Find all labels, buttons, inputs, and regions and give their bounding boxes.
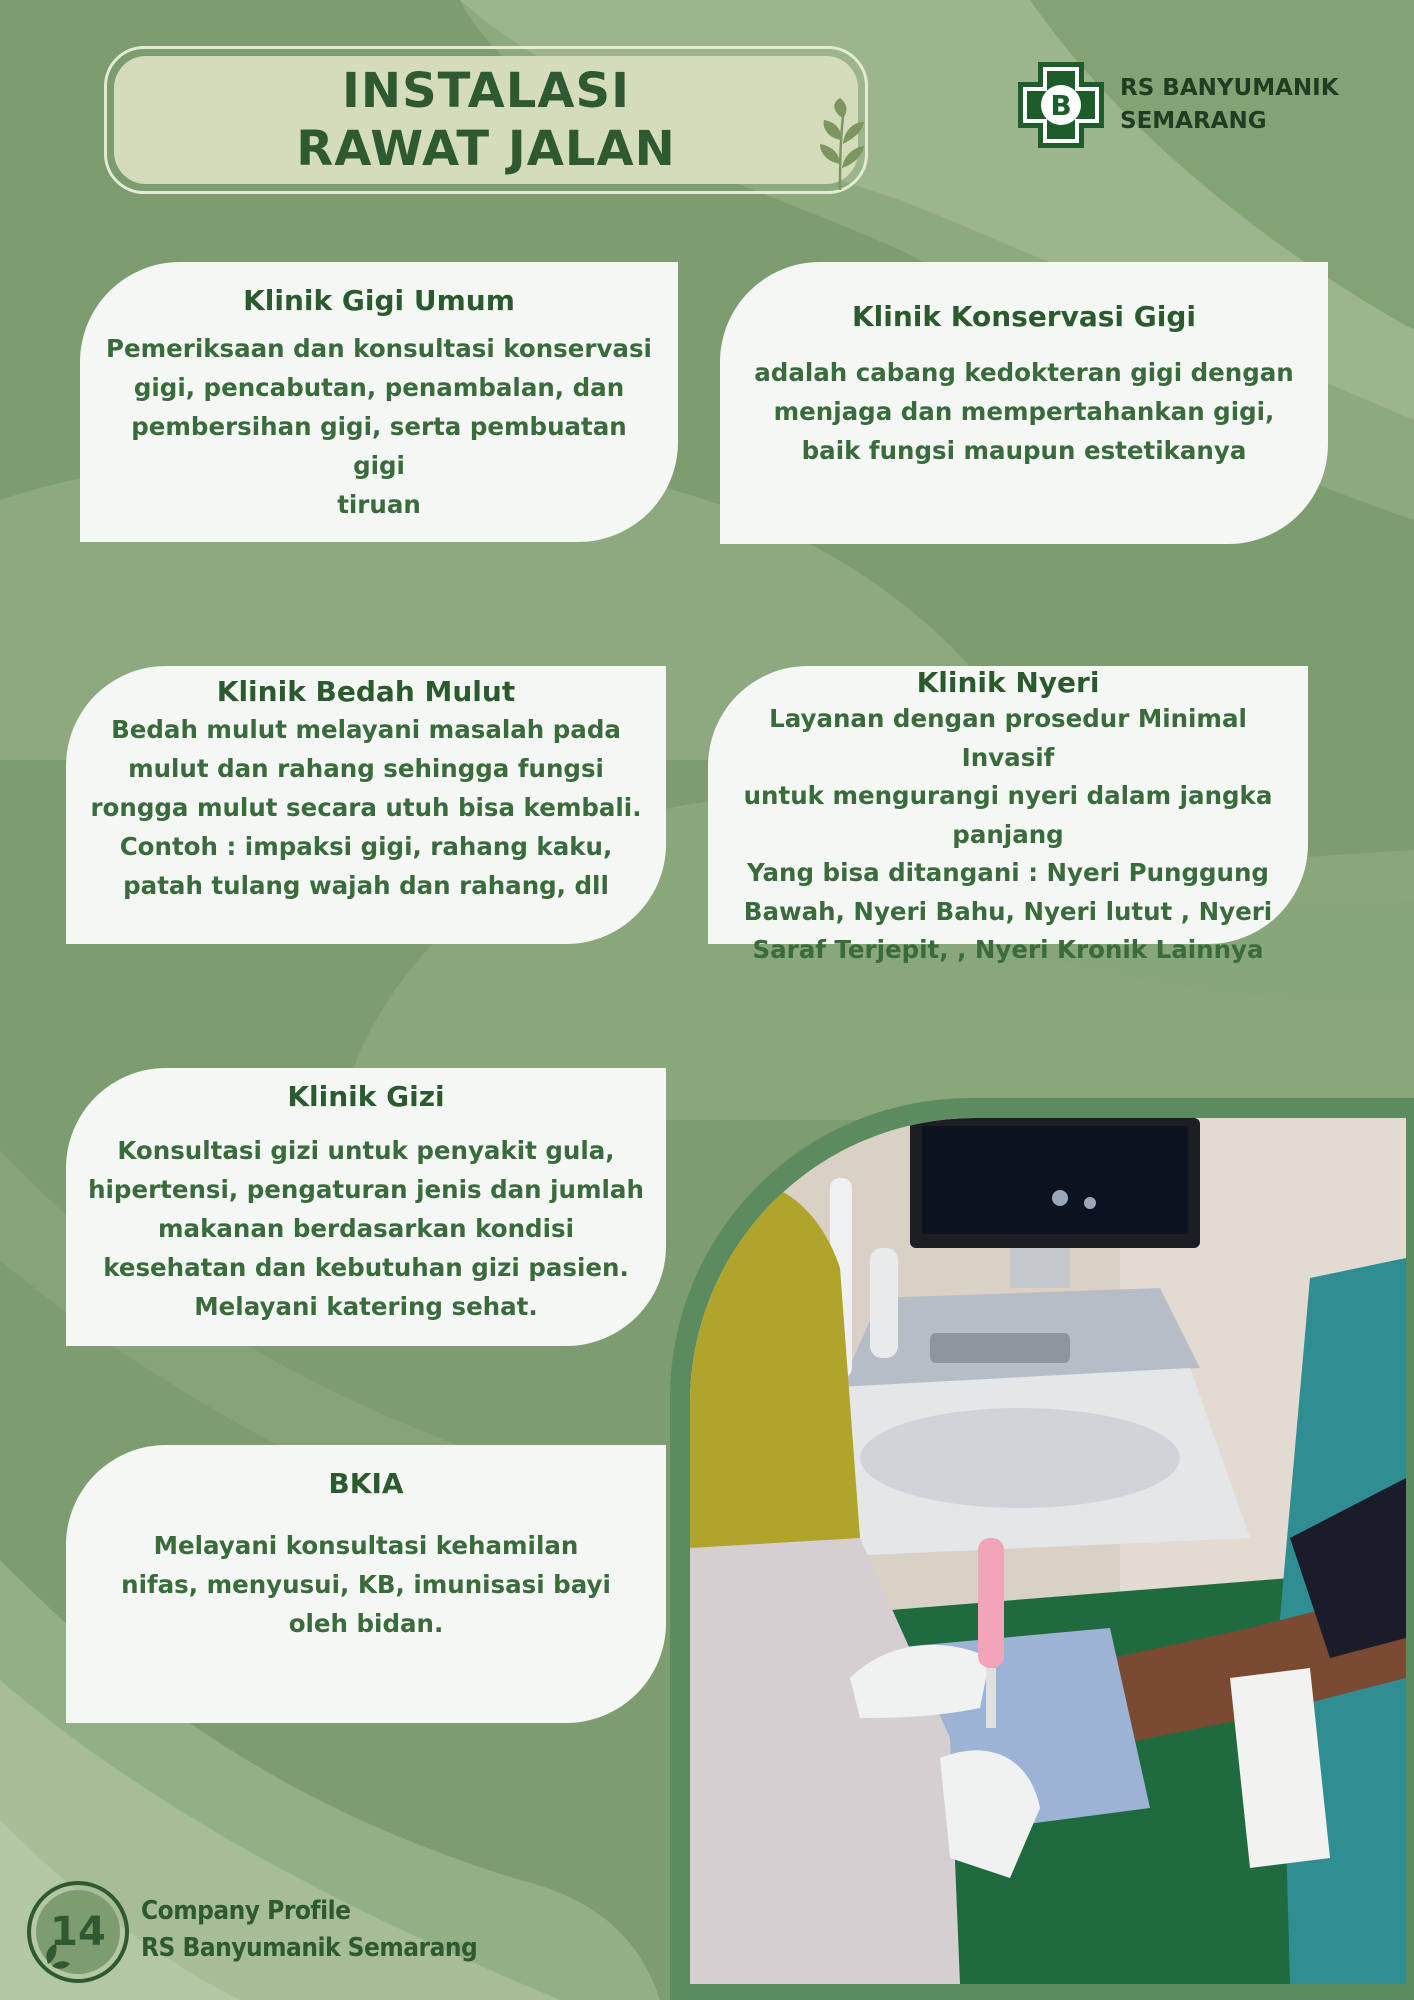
card-description: Melayani konsultasi kehamilan nifas, menyusui, KB, imunisasi bayi oleh bidan. xyxy=(121,1531,611,1638)
card-description: Layanan dengan prosedur Minimal Invasif untuk mengurangi nyeri dalam jangka panjang Yang bisa ditangani : Nyeri Punggung Bawah, Nyeri Bahu, Nyeri lutut , Nyeri Saraf Terjepit, , Nyeri Kronik Lainnya xyxy=(743,704,1273,964)
clinic-photo xyxy=(690,1118,1406,1984)
card-klinik-bedah-mulut xyxy=(66,666,666,944)
title-badge xyxy=(104,46,868,194)
card-klinik-gizi xyxy=(66,1068,666,1346)
card-title: Klinik Bedah Mulut xyxy=(216,675,516,708)
page-title-line-2: RAWAT JALAN xyxy=(296,121,676,177)
card-title: Klinik Gizi xyxy=(287,1080,445,1113)
footer-line-2: RS Banyumanik Semarang xyxy=(141,1933,478,1963)
card-klinik-gigi-umum xyxy=(80,262,678,542)
page-number: 14 xyxy=(50,1909,106,1955)
page-title-line-1: INSTALASI xyxy=(342,63,630,119)
card-title: Klinik Gigi Umum xyxy=(243,284,515,317)
card-title: BKIA xyxy=(328,1467,404,1500)
card-bkia xyxy=(66,1445,666,1723)
card-description: Pemeriksaan dan konsultasi konservasi gigi, pencabutan, penambalan, dan pembersihan gigi, serta pembuatan gigi tiruan xyxy=(106,334,652,519)
card-title: Klinik Nyeri xyxy=(916,666,1100,699)
hospital-name xyxy=(1120,72,1339,138)
hospital-name-line-2: SEMARANG xyxy=(1120,108,1267,134)
card-description: Konsultasi gizi untuk penyakit gula, hipertensi, pengaturan jenis dan jumlah makanan berdasarkan kondisi kesehatan dan kebutuhan gizi pasien. Melayani katering sehat. xyxy=(88,1136,644,1321)
title-badge-inner xyxy=(114,56,858,184)
card-klinik-nyeri xyxy=(708,666,1308,964)
footer-text xyxy=(141,1893,477,1967)
hospital-name-line-1: RS BANYUMANIK xyxy=(1120,75,1339,101)
logo-letter: B xyxy=(1050,89,1072,122)
card-klinik-konservasi-gigi xyxy=(720,262,1328,544)
clinic-photo-illustration xyxy=(690,1118,1406,1984)
card-description: Bedah mulut melayani masalah pada mulut dan rahang sehingga fungsi rongga mulut secara utuh bisa kembali. Contoh : impaksi gigi, rahang kaku, patah tulang wajah dan rahang, dll xyxy=(90,715,642,900)
footer-line-1: Company Profile xyxy=(141,1896,351,1926)
leaf-icon xyxy=(810,98,870,190)
card-description: adalah cabang kedokteran gigi dengan menjaga dan mempertahankan gigi, baik fungsi maupun estetikanya xyxy=(754,358,1294,465)
hospital-logo-icon xyxy=(1016,60,1106,150)
card-title: Klinik Konservasi Gigi xyxy=(851,300,1196,333)
